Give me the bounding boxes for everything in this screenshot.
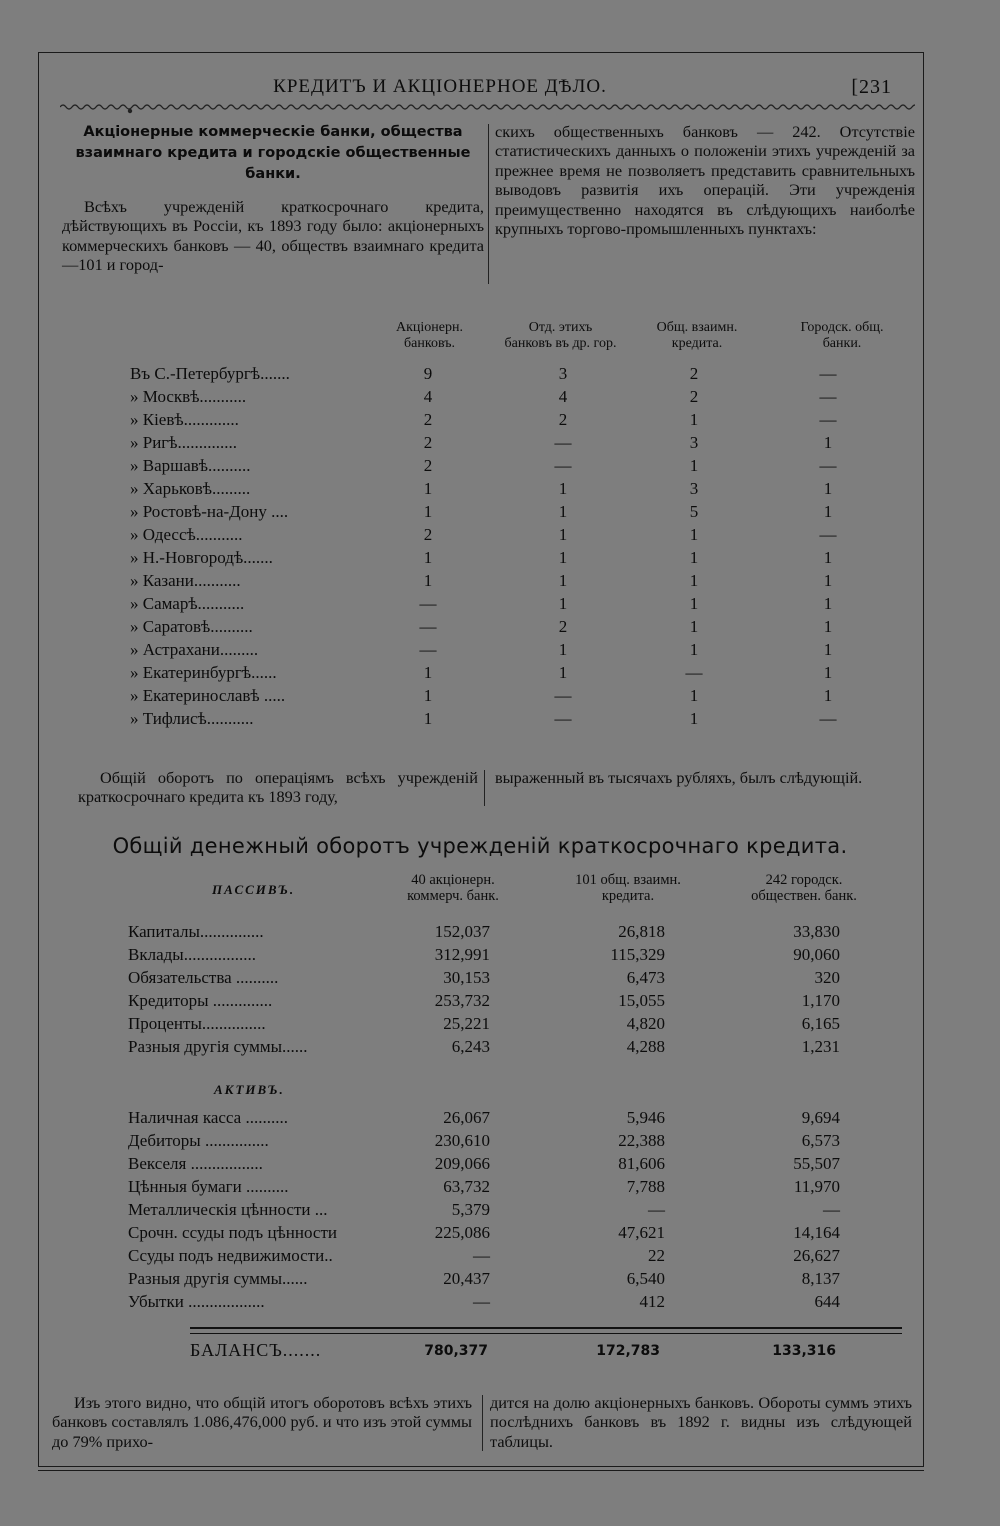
count-cell: — — [419, 640, 437, 659]
city-name: » Варшавѣ.......... — [130, 456, 251, 475]
table-row — [0, 709, 1000, 732]
amount-cell: 81,606 — [618, 1154, 665, 1173]
count-cell: 4 — [558, 387, 568, 406]
table-row — [0, 1269, 1000, 1292]
conclusion-left-paragraph: Изъ этого видно, что общій итогъ оборотовъ всѣхъ этихъ банковъ составлялъ 1.086,476,000 руб. и что изъ этой суммы до 79% прихо- — [52, 1393, 472, 1451]
count-cell: 1 — [823, 594, 833, 613]
amount-cell: — — [823, 1200, 840, 1219]
amount-cell: 312,991 — [434, 945, 490, 964]
wavy-rule-ornament — [60, 100, 915, 114]
count-cell: 1 — [823, 502, 833, 521]
running-title: КРЕДИТЪ И АКЦІОНЕРНОЕ ДѢЛО. — [273, 76, 607, 97]
amount-cell: 22 — [648, 1246, 665, 1265]
table-row — [0, 1246, 1000, 1269]
count-cell: 1 — [423, 502, 433, 521]
count-cell: — — [685, 663, 703, 682]
amount-cell: 20,437 — [443, 1269, 490, 1288]
amount-cell: 6,243 — [451, 1037, 490, 1056]
city-name: » Екатеринбургѣ...... — [130, 663, 277, 682]
amount-cell: 1,231 — [801, 1037, 840, 1056]
table-row — [0, 686, 1000, 709]
amount-cell: 5,946 — [626, 1108, 665, 1127]
conclusion-right-paragraph: дится на долю акціонерныхъ банковъ. Обороты суммъ этихъ послѣднихъ банковъ въ 1892 г. видны изъ слѣдующей таблицы. — [490, 1393, 912, 1451]
table-row — [0, 594, 1000, 617]
page-number: [231 — [851, 76, 892, 98]
amount-cell: 4,820 — [626, 1014, 665, 1033]
city-name: » Екатеринославѣ ..... — [130, 686, 286, 705]
count-cell: 1 — [823, 479, 833, 498]
city-name: » Кіевѣ............. — [130, 410, 239, 429]
table-row — [0, 1292, 1000, 1315]
count-cell: — — [554, 456, 572, 475]
count-cell: 1 — [689, 594, 699, 613]
count-cell: 1 — [423, 663, 433, 682]
table-row — [0, 571, 1000, 594]
count-cell: 2 — [423, 456, 433, 475]
count-cell: 1 — [823, 640, 833, 659]
count-cell: 1 — [558, 479, 568, 498]
city-name: » Тифлисѣ........... — [130, 709, 254, 728]
amount-cell: 412 — [639, 1292, 665, 1311]
count-cell: — — [554, 433, 572, 452]
row-label: Убытки .................. — [128, 1292, 265, 1311]
count-cell: 2 — [423, 525, 433, 544]
table-row — [0, 945, 1000, 968]
count-cell: 1 — [823, 548, 833, 567]
amount-cell: 230,610 — [434, 1131, 490, 1150]
table-row — [0, 548, 1000, 571]
city-name: » Самарѣ........... — [130, 594, 245, 613]
bottom-rule — [38, 1470, 924, 1471]
table-row — [0, 456, 1000, 479]
amount-cell: 6,165 — [801, 1014, 840, 1033]
row-label: Вклады................. — [128, 945, 256, 964]
count-cell: 5 — [689, 502, 699, 521]
table-row — [0, 502, 1000, 525]
count-cell: 1 — [423, 548, 433, 567]
city-name: » Одессѣ........... — [130, 525, 243, 544]
count-cell: 1 — [689, 548, 699, 567]
count-cell: 2 — [423, 410, 433, 429]
table-row — [0, 1154, 1000, 1177]
row-label: Векселя ................. — [128, 1154, 263, 1173]
table-row — [0, 1037, 1000, 1060]
amount-cell: 47,621 — [618, 1223, 665, 1242]
count-cell: — — [819, 387, 837, 406]
column-divider — [484, 770, 485, 806]
count-cell: 4 — [423, 387, 433, 406]
count-cell: 1 — [823, 663, 833, 682]
row-label: Наличная касса .......... — [128, 1108, 288, 1127]
table-row — [0, 433, 1000, 456]
city-name: » Саратовѣ.......... — [130, 617, 253, 636]
row-label: Дебиторы ............... — [128, 1131, 269, 1150]
count-cell: — — [554, 709, 572, 728]
amount-cell: 14,164 — [793, 1223, 840, 1242]
amount-cell: 5,379 — [451, 1200, 490, 1219]
amount-cell: 644 — [814, 1292, 840, 1311]
amount-cell: 225,086 — [434, 1223, 490, 1242]
row-label: Разныя другія суммы...... — [128, 1037, 308, 1056]
count-cell: 2 — [689, 387, 699, 406]
city-name: » Ростовѣ-на-Дону .... — [130, 502, 289, 521]
intro-left-column — [62, 122, 484, 275]
amount-cell: 55,507 — [793, 1154, 840, 1173]
table-row — [0, 1177, 1000, 1200]
row-label: Металлическія цѣнности ... — [128, 1200, 328, 1219]
count-cell: 1 — [823, 433, 833, 452]
intro-left-paragraph: Всѣхъ учрежденій краткосрочнаго кредита, дѣйствующихъ въ Россіи, къ 1893 году было: акціонерныхъ коммерческихъ банковъ — 40, обществъ взаимнаго кредита—101 и город- — [62, 197, 484, 275]
balance-value: 780,377 — [424, 1343, 488, 1359]
count-cell: — — [819, 525, 837, 544]
table-header-cell: Отд. этихъ банковъ въ др. гор. — [504, 320, 617, 351]
amount-cell: 33,830 — [793, 922, 840, 941]
table-header-cell: Акціонерн. банковъ. — [396, 320, 463, 351]
active-section-label: АКТИВЪ. — [214, 1082, 285, 1097]
table-row — [0, 968, 1000, 991]
city-name: » Астрахани......... — [130, 640, 259, 659]
count-cell: 1 — [558, 663, 568, 682]
row-label: Проценты............... — [128, 1014, 266, 1033]
row-label: Капиталы............... — [128, 922, 264, 941]
row-label: Цѣнныя бумаги .......... — [128, 1177, 289, 1196]
table-row — [0, 617, 1000, 640]
count-cell: 3 — [689, 433, 699, 452]
table-header-cell: Общ. взаимн. кредита. — [656, 320, 738, 351]
count-cell: 1 — [689, 525, 699, 544]
count-cell: 1 — [423, 709, 433, 728]
table-row — [0, 410, 1000, 433]
passive-section-label: ПАССИВЪ. — [212, 882, 296, 897]
section-heading-line: взаимнаго кредита и городскіе общественные — [75, 145, 471, 161]
count-cell: 1 — [823, 571, 833, 590]
table-row — [0, 1108, 1000, 1131]
city-name: » Харьковѣ......... — [130, 479, 251, 498]
count-cell: 3 — [689, 479, 699, 498]
count-cell: — — [419, 594, 437, 613]
row-label: Ссуды подъ недвижимости.. — [128, 1246, 333, 1265]
count-cell: 1 — [823, 686, 833, 705]
amount-cell: 15,055 — [618, 991, 665, 1010]
balance-double-rule — [190, 1327, 902, 1334]
count-cell: 3 — [558, 364, 568, 383]
turnover-left-paragraph: Общій оборотъ по операціямъ всѣхъ учрежденій краткосрочнаго кредита къ 1893 году, — [78, 768, 478, 807]
count-cell: 1 — [558, 525, 568, 544]
table-header-cell: Городск. общ. банки. — [800, 320, 884, 351]
intro-right-column — [495, 122, 915, 238]
count-cell: 1 — [558, 594, 568, 613]
amount-cell: 30,153 — [443, 968, 490, 987]
row-label: Разныя другія суммы...... — [128, 1269, 308, 1288]
table-row — [0, 387, 1000, 410]
amount-cell: 115,329 — [610, 945, 665, 964]
count-cell: 2 — [558, 410, 568, 429]
section-heading — [62, 122, 484, 185]
column-divider — [488, 124, 489, 284]
city-name: » Москвѣ........... — [130, 387, 247, 406]
amount-cell: 6,573 — [801, 1131, 840, 1150]
table-row — [0, 1223, 1000, 1246]
count-cell: 2 — [558, 617, 568, 636]
row-label: Срочн. ссуды подъ цѣнности — [128, 1223, 337, 1242]
table-row — [0, 525, 1000, 548]
amount-cell: 26,067 — [443, 1108, 490, 1127]
amount-cell: 1,170 — [801, 991, 840, 1010]
amount-cell: 7,788 — [626, 1177, 665, 1196]
amount-cell: 90,060 — [793, 945, 840, 964]
section-heading-line: банки. — [245, 166, 301, 182]
table-row — [0, 1200, 1000, 1223]
count-cell: 9 — [423, 364, 433, 383]
city-name: » Н.-Новгородѣ....... — [130, 548, 273, 567]
table-header-cell: 242 городск. обществен. банк. — [751, 872, 857, 904]
count-cell: 1 — [558, 502, 568, 521]
table-header-cell: 101 общ. взаимн. кредита. — [575, 872, 681, 904]
count-cell: — — [819, 709, 837, 728]
amount-cell: 152,037 — [434, 922, 490, 941]
amount-cell: 9,694 — [801, 1108, 840, 1127]
count-cell: 1 — [558, 640, 568, 659]
table-row — [0, 1014, 1000, 1037]
count-cell: 1 — [689, 709, 699, 728]
amount-cell: 209,066 — [434, 1154, 490, 1173]
count-cell: 1 — [689, 410, 699, 429]
column-divider — [482, 1395, 483, 1451]
table-header-cell: 40 акціонерн. коммерч. банк. — [407, 872, 499, 904]
count-cell: — — [419, 617, 437, 636]
amount-cell: 4,288 — [626, 1037, 665, 1056]
count-cell: 1 — [423, 479, 433, 498]
count-cell: — — [554, 686, 572, 705]
balance-value: 133,316 — [772, 1343, 836, 1359]
count-cell: 1 — [689, 571, 699, 590]
amount-cell: 6,540 — [626, 1269, 665, 1288]
city-name: » Ригѣ.............. — [130, 433, 238, 452]
amount-cell: 22,388 — [618, 1131, 665, 1150]
amount-cell: 11,970 — [793, 1177, 840, 1196]
count-cell: 1 — [558, 548, 568, 567]
row-label: Кредиторы .............. — [128, 991, 273, 1010]
table-row — [0, 922, 1000, 945]
count-cell: — — [819, 456, 837, 475]
balance-label: БАЛАНСЪ....... — [190, 1340, 322, 1360]
amount-cell: — — [473, 1246, 490, 1265]
count-cell: 1 — [823, 617, 833, 636]
table-row — [0, 640, 1000, 663]
amount-cell: 253,732 — [434, 991, 490, 1010]
count-cell: 1 — [423, 571, 433, 590]
intro-right-paragraph: скихъ общественныхъ банковъ — 242. Отсутствіе статистическихъ данныхъ о положеніи этихъ учрежденій за прежнее время не позволяетъ представить сравнительныхъ выводовъ развитія ихъ операцій. Эти учрежденія преимущественно находятся въ слѣдующихъ наиболѣе крупныхъ торгово-промышленныхъ пунктахъ: — [495, 122, 915, 239]
amount-cell: 8,137 — [801, 1269, 840, 1288]
balance-row — [0, 1340, 1000, 1364]
count-cell: 1 — [689, 456, 699, 475]
amount-cell: 320 — [814, 968, 840, 987]
amount-cell: 6,473 — [626, 968, 665, 987]
table-row — [0, 663, 1000, 686]
count-cell: — — [819, 410, 837, 429]
turnover-table-title: Общій денежный оборотъ учрежденій краткосрочнаго кредита. — [112, 834, 848, 858]
amount-cell: 26,627 — [793, 1246, 840, 1265]
running-head — [60, 76, 900, 102]
count-cell: 2 — [423, 433, 433, 452]
balance-value: 172,783 — [596, 1343, 660, 1359]
count-cell: 1 — [558, 571, 568, 590]
section-heading-line: Акціонерные коммерческіе банки, общества — [83, 124, 463, 140]
city-name: Въ С.-Петербургѣ....... — [130, 364, 290, 383]
count-cell: 2 — [689, 364, 699, 383]
amount-cell: 63,732 — [443, 1177, 490, 1196]
turnover-right-paragraph: выраженный въ тысячахъ рубляхъ, былъ слѣдующій. — [495, 768, 863, 787]
amount-cell: 25,221 — [443, 1014, 490, 1033]
amount-cell: — — [648, 1200, 665, 1219]
amount-cell: 26,818 — [618, 922, 665, 941]
table-row — [0, 479, 1000, 502]
count-cell: 1 — [689, 686, 699, 705]
count-cell: 1 — [689, 617, 699, 636]
table-row — [0, 1131, 1000, 1154]
table-row — [0, 364, 1000, 387]
city-name: » Казани........... — [130, 571, 241, 590]
amount-cell: — — [473, 1292, 490, 1311]
count-cell: 1 — [423, 686, 433, 705]
count-cell: 1 — [689, 640, 699, 659]
count-cell: — — [819, 364, 837, 383]
row-label: Обязательства .......... — [128, 968, 279, 987]
table-row — [0, 991, 1000, 1014]
